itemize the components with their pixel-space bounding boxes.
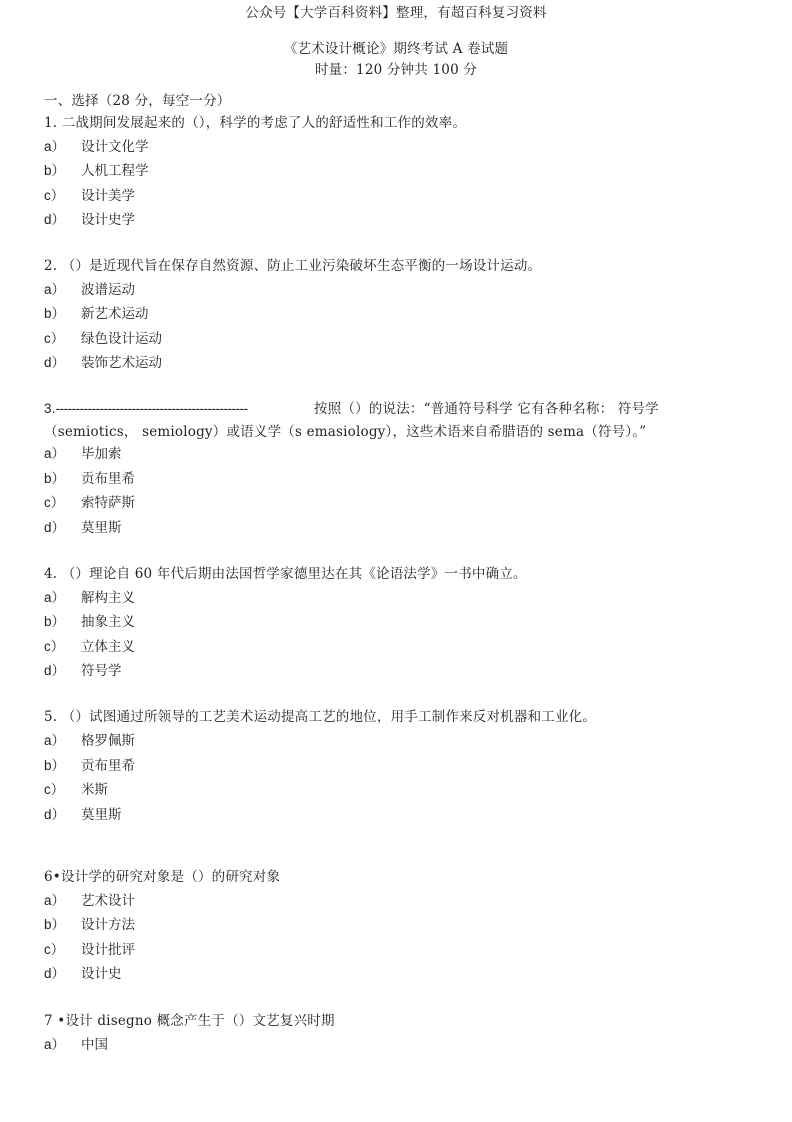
question-stem-line-2: （semiotics， semiology）或语义学（s emasiology），这些术语来自希腊语的 sema（符号）。” <box>44 424 647 440</box>
option-letter: d） <box>44 212 66 227</box>
option-text: 艺术设计 <box>81 893 135 909</box>
option-text: 莫里斯 <box>81 520 122 536</box>
option-letter: a） <box>44 590 66 605</box>
option-letter: c） <box>44 639 65 654</box>
option-letter: a） <box>44 139 66 154</box>
option-text: 符号学 <box>81 663 122 679</box>
option-text: 中国 <box>81 1037 108 1053</box>
fill-blank-dashes: ------------------------------------------------ <box>55 401 248 416</box>
option-text: 抽象主义 <box>81 614 135 630</box>
question-stem: 1. 二战期间发展起来的（），科学的考虑了人的舒适性和工作的效率。 <box>44 115 467 131</box>
option-text: 设计史 <box>81 966 122 982</box>
option-text: 人机工程学 <box>81 163 149 179</box>
option-letter: d） <box>44 663 66 678</box>
option-text: 格罗佩斯 <box>81 733 135 749</box>
option-letter: c） <box>44 782 65 797</box>
question-stem: 4. （）理论自 60 年代后期由法国哲学家德里达在其《论语法学》一书中确立。 <box>44 566 527 582</box>
option-text: 莫里斯 <box>81 807 122 823</box>
option-letter: a） <box>44 893 66 908</box>
option-text: 解构主义 <box>81 590 135 606</box>
option-letter: d） <box>44 807 66 822</box>
option-letter: a） <box>44 1037 66 1052</box>
question-number: 3. <box>44 401 56 416</box>
question-stem-text: 按照（）的说法：“普通符号科学 它有各种名称： 符号学 <box>314 401 659 417</box>
section-heading: 一、选择（28 分，每空一分） <box>44 93 231 109</box>
option-letter: c） <box>44 495 65 510</box>
option-text: 设计方法 <box>81 917 135 933</box>
question-stem: 2. （）是近现代旨在保存自然资源、防止工业污染破坏生态平衡的一场设计运动。 <box>44 258 542 274</box>
exam-title: 《艺术设计概论》期终考试 A 卷试题 <box>283 41 509 57</box>
option-text: 波谱运动 <box>81 282 135 298</box>
option-text: 设计史学 <box>81 212 135 228</box>
option-letter: a） <box>44 282 66 297</box>
option-letter: d） <box>44 355 66 370</box>
option-text: 设计文化学 <box>81 139 149 155</box>
option-text: 装饰艺术运动 <box>81 355 162 371</box>
option-letter: a） <box>44 446 66 461</box>
option-text: 绿色设计运动 <box>81 331 162 347</box>
question-stem-line-1 <box>44 400 247 418</box>
option-letter: b） <box>44 917 66 932</box>
exam-duration-score: 时量：120 分钟共 100 分 <box>314 62 478 78</box>
option-letter: b） <box>44 306 66 321</box>
option-letter: b） <box>44 614 66 629</box>
option-letter: b） <box>44 471 66 486</box>
option-letter: c） <box>44 942 65 957</box>
option-text: 设计批评 <box>81 942 135 958</box>
source-banner: 公众号【大学百科资料】整理，有超百科复习资料 <box>245 5 547 21</box>
option-letter: d） <box>44 520 66 535</box>
question-stem: 5. （）试图通过所领导的工艺美术运动提高工艺的地位，用手工制作来反对机器和工业化。 <box>44 709 597 725</box>
question-stem: 7 •设计 disegno 概念产生于（）文艺复兴时期 <box>44 1013 335 1029</box>
option-letter: a） <box>44 733 66 748</box>
option-text: 毕加索 <box>81 446 122 462</box>
option-letter: b） <box>44 758 66 773</box>
question-stem: 6•设计学的研究对象是（）的研究对象 <box>44 869 281 885</box>
option-text: 贡布里希 <box>81 758 135 774</box>
option-letter: b） <box>44 163 66 178</box>
option-letter: c） <box>44 188 65 203</box>
option-text: 贡布里希 <box>81 471 135 487</box>
option-letter: c） <box>44 331 65 346</box>
option-letter: d） <box>44 966 66 981</box>
option-text: 立体主义 <box>81 639 135 655</box>
option-text: 米斯 <box>81 782 108 798</box>
option-text: 设计美学 <box>81 188 135 204</box>
option-text: 新艺术运动 <box>81 306 149 322</box>
option-text: 索特萨斯 <box>81 495 135 511</box>
